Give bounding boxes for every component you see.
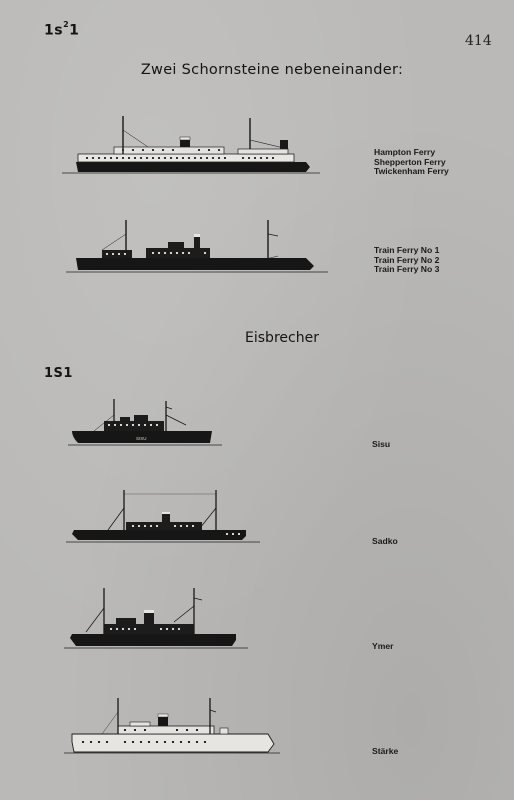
ship-silhouette-staerke (64, 696, 282, 758)
ship-name-sadko: Sadko (372, 536, 398, 546)
ship-name-sisu: Sisu (372, 439, 391, 449)
section-heading-icebreakers: Eisbrecher (245, 330, 319, 346)
ship-silhouette-ymer (64, 586, 250, 652)
ship-name: Hampton Ferry (374, 147, 436, 157)
classification-code-top: $1s^21$ (44, 20, 80, 39)
ship-name-staerke: Stärke (372, 746, 399, 756)
ship-name-ymer: Ymer (372, 641, 394, 651)
ship-name: Twickenham Ferry (374, 166, 449, 177)
ship-name: Train Ferry No 1 (374, 245, 440, 255)
section-heading-two-funnels: Zwei Schornsteine nebeneinander: (140, 62, 404, 78)
ship-silhouette-sisu (64, 397, 224, 449)
ship-silhouette-sadko (66, 488, 262, 546)
hull-lettering: SISU (136, 436, 147, 441)
ship-silhouette-hampton-ferry (62, 116, 322, 178)
ship-name: Shepperton Ferry (374, 156, 446, 167)
ship-names-group-2 (374, 246, 439, 275)
classification-code-icebreakers: 1S1 (44, 366, 73, 381)
ship-name: Train Ferry No 2 (374, 254, 440, 265)
ship-name: Train Ferry No 3 (374, 264, 440, 275)
page-number: 414 (465, 33, 492, 49)
ship-silhouette-train-ferry (66, 216, 328, 276)
ship-names-group-1 (374, 148, 449, 177)
